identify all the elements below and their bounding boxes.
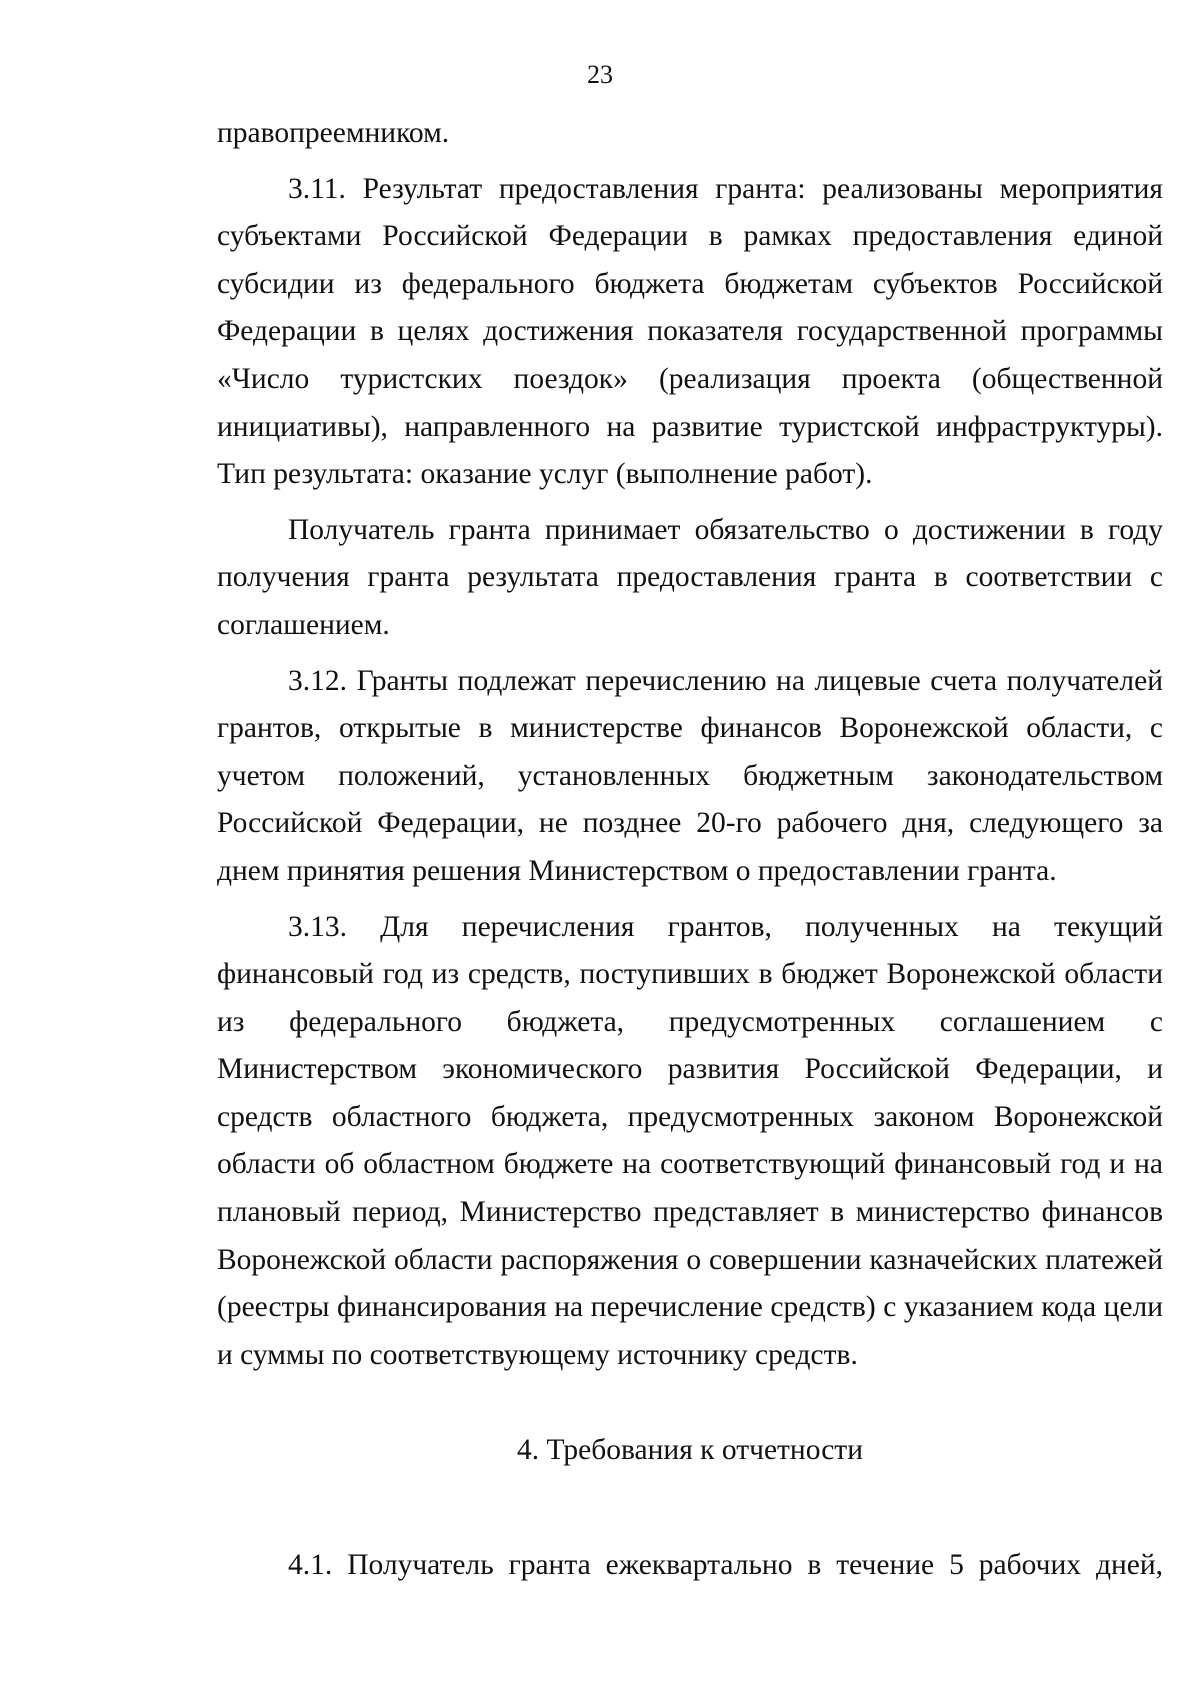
- document-body: [217, 110, 1163, 1379]
- paragraph-3-11: 3.11. Результат предоставления гранта: реализованы мероприятия субъектами Российской Федерации в рамках предоставления единой субсидии из федерального бюджета бюджетам субъектов Российской Федерации в целях достижения показателя государственной программы «Число туристских поездок» (реализация проекта (общественной инициативы), направленного на развитие туристской инфраструктуры). Тип результата: оказание услуг (выполнение работ).: [217, 172, 1163, 491]
- paragraph-3-13: 3.13. Для перечисления грантов, полученных на текущий финансовый год из средств, поступивших в бюджет Воронежской области из федерального бюджета, предусмотренных соглашением с Министерством экономического развития Российской Федерации, и средств областного бюджета, предусмотренных законом Воронежской области об областном бюджете на соответствующий финансовый год и на плановый период, Министерство представляет в министерство финансов Воронежской области распоряжения о совершении казначейских платежей (реестры финансирования на перечисление средств) с указанием кода цели и суммы по соответствующему источнику средств.: [217, 910, 1163, 1371]
- page-number: 23: [587, 60, 613, 89]
- paragraph-grant-obligation: Получатель гранта принимает обязательство о достижении в году получения гранта результата предоставления гранта в соответствии с соглашением.: [217, 513, 1163, 641]
- section-heading: 4. Требования к отчетности: [517, 1434, 863, 1466]
- paragraph-3-12: 3.12. Гранты подлежат перечислению на лицевые счета получателей грантов, открытые в министерстве финансов Воронежской области, с учетом положений, установленных бюджетным законодательством Российской Федерации, не позднее 20-го рабочего дня, следующего за днем принятия решения Министерством о предоставлении гранта.: [217, 664, 1163, 887]
- document-body-section-4: [217, 1542, 1163, 1590]
- paragraph-4-1: 4.1. Получатель гранта ежеквартально в течение 5 рабочих дней,: [288, 1549, 1163, 1581]
- paragraph-continuation: правопреемником.: [217, 117, 450, 149]
